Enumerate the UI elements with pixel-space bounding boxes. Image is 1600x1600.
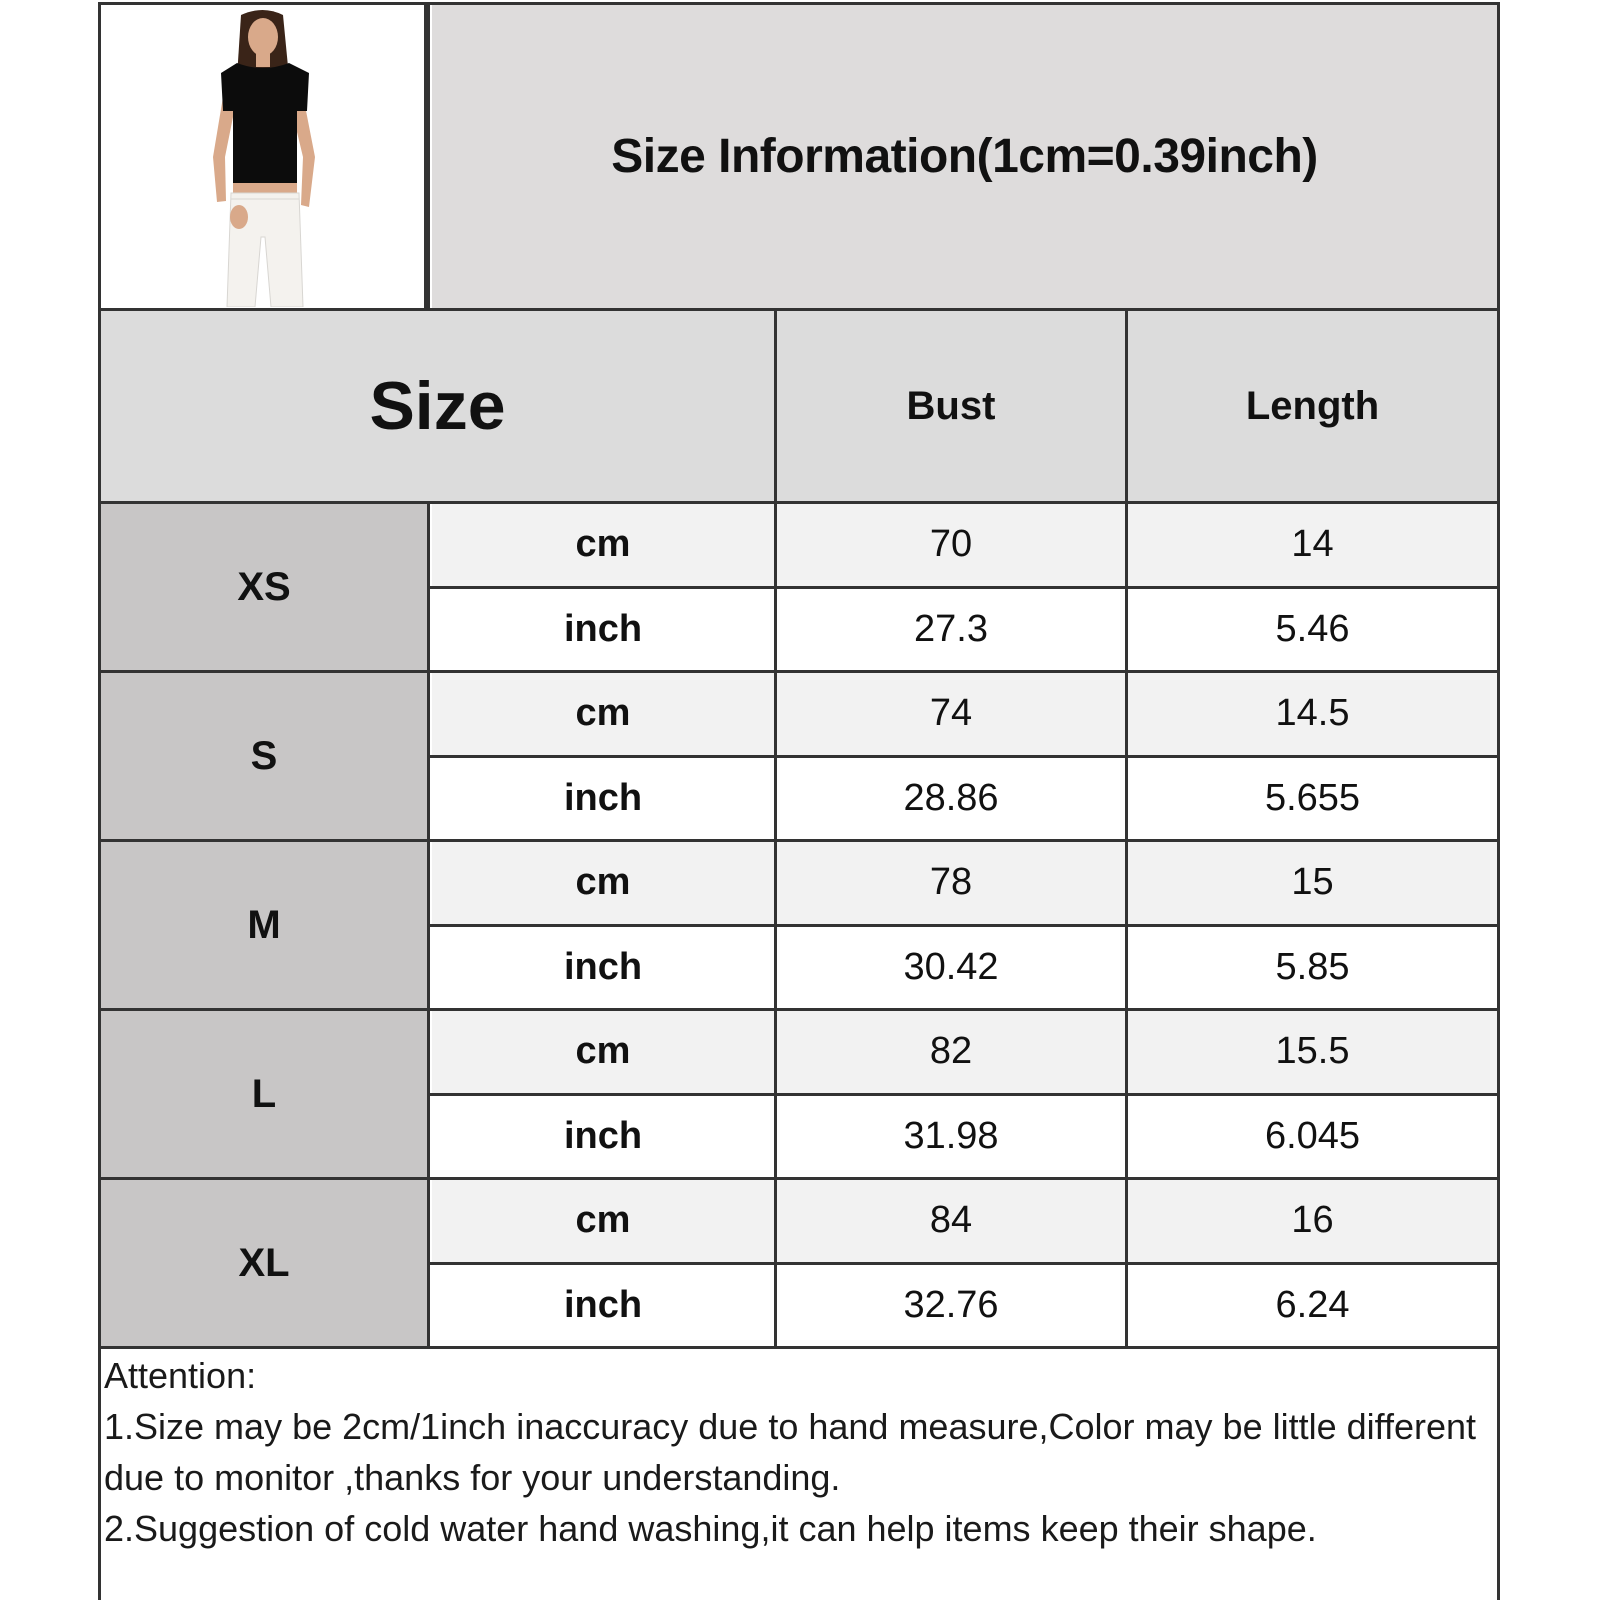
length-value: 5.85	[1275, 945, 1350, 988]
bust-value-cell	[777, 1265, 1125, 1347]
bust-value-cell	[777, 1180, 1125, 1262]
notes-line-2: 2.Suggestion of cold water hand washing,it can help items keep their shape.	[104, 1508, 1317, 1549]
size-label-cell	[101, 673, 427, 839]
page-title: Size Information(1cm=0.39inch)	[611, 130, 1318, 183]
size-label: M	[247, 902, 281, 947]
bust-value: 74	[929, 692, 973, 735]
bust-value: 70	[929, 523, 973, 566]
unit-cell	[432, 673, 774, 755]
length-value: 6.24	[1275, 1283, 1350, 1326]
bust-value-cell	[777, 1011, 1125, 1093]
length-value-cell	[1128, 927, 1497, 1009]
unit-cell	[432, 1096, 774, 1178]
attention-notes	[104, 1350, 1494, 1554]
length-value-cell	[1128, 673, 1497, 755]
unit-cell	[432, 1180, 774, 1262]
bust-value: 31.98	[903, 1114, 999, 1157]
bust-value: 78	[929, 861, 973, 904]
unit-label: cm	[575, 1199, 631, 1242]
bust-header-label: Bust	[906, 383, 996, 428]
photo-divider	[427, 5, 430, 308]
bust-value-cell	[777, 589, 1125, 671]
size-label-cell	[101, 1180, 427, 1346]
unit-label: inch	[563, 1283, 643, 1326]
size-label: XS	[237, 564, 291, 609]
size-label: S	[250, 733, 278, 778]
bust-value: 82	[929, 1030, 973, 1073]
length-value: 15.5	[1275, 1030, 1350, 1073]
model-photo-icon	[133, 7, 393, 307]
size-label-cell	[101, 504, 427, 670]
size-column-header	[101, 311, 774, 501]
unit-cell	[432, 504, 774, 586]
unit-cell	[432, 758, 774, 840]
unit-label: cm	[575, 861, 631, 904]
unit-cell	[432, 842, 774, 924]
bust-value-cell	[777, 758, 1125, 840]
bust-value: 30.42	[903, 945, 999, 988]
length-value: 14.5	[1275, 692, 1350, 735]
size-information-title-cell	[432, 5, 1497, 308]
notes-heading: Attention:	[104, 1355, 257, 1396]
length-value-cell	[1128, 504, 1497, 586]
unit-label: cm	[575, 1030, 631, 1073]
length-value: 5.46	[1275, 607, 1350, 650]
unit-label: cm	[575, 692, 631, 735]
divider	[98, 1346, 1500, 1349]
size-label-cell	[101, 1011, 427, 1177]
notes-line-1: 1.Size may be 2cm/1inch inaccuracy due to hand measure,Color may be little different due to monitor ,thanks for your understanding.	[104, 1406, 1477, 1498]
size-label: L	[251, 1071, 277, 1116]
unit-label: inch	[563, 776, 643, 819]
bust-value-cell	[777, 842, 1125, 924]
length-value-cell	[1128, 1180, 1497, 1262]
bust-value: 27.3	[914, 607, 988, 650]
bust-value-cell	[777, 927, 1125, 1009]
length-value-cell	[1128, 1011, 1497, 1093]
length-value-cell	[1128, 842, 1497, 924]
length-column-header	[1128, 311, 1497, 501]
length-value-cell	[1128, 1096, 1497, 1178]
length-value: 6.045	[1264, 1114, 1361, 1157]
size-header-label: Size	[369, 368, 506, 444]
unit-cell	[432, 1265, 774, 1347]
size-label: XL	[238, 1240, 290, 1285]
unit-cell	[432, 589, 774, 671]
bust-value-cell	[777, 504, 1125, 586]
bust-value-cell	[777, 1096, 1125, 1178]
unit-label: inch	[563, 607, 643, 650]
length-value-cell	[1128, 1265, 1497, 1347]
product-photo	[101, 5, 427, 308]
bust-value: 32.76	[903, 1283, 999, 1326]
length-value-cell	[1128, 758, 1497, 840]
bust-value: 84	[929, 1199, 973, 1242]
unit-label: cm	[575, 523, 631, 566]
length-value: 5.655	[1264, 776, 1361, 819]
length-value: 14	[1291, 523, 1334, 566]
unit-label: inch	[563, 945, 643, 988]
length-value-cell	[1128, 589, 1497, 671]
unit-cell	[432, 1011, 774, 1093]
length-header-label: Length	[1245, 383, 1380, 428]
length-value: 15	[1291, 861, 1334, 904]
unit-cell	[432, 927, 774, 1009]
unit-label: inch	[563, 1114, 643, 1157]
bust-value-cell	[777, 673, 1125, 755]
size-label-cell	[101, 842, 427, 1008]
length-value: 16	[1291, 1199, 1334, 1242]
bust-value: 28.86	[903, 776, 999, 819]
bust-column-header	[777, 311, 1125, 501]
